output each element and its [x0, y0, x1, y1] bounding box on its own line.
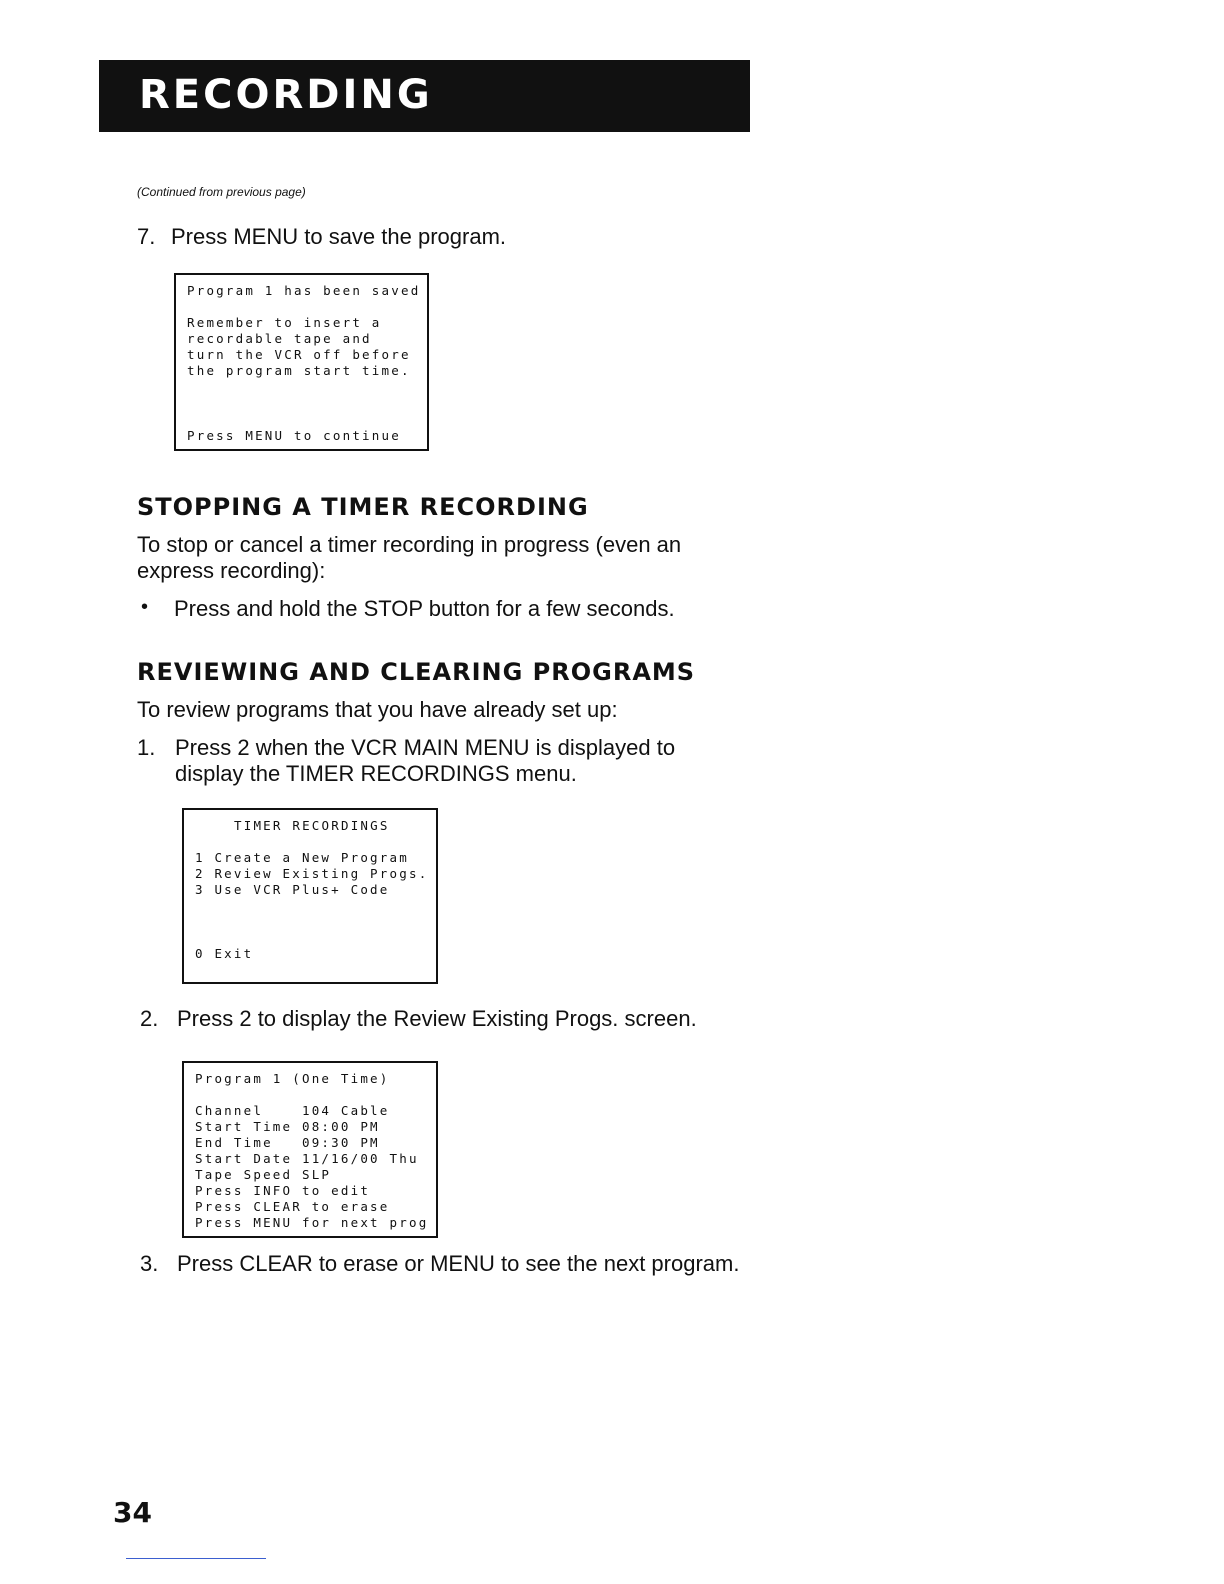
- step-1: [137, 735, 757, 789]
- continued-note: (Continued from previous page): [137, 185, 306, 199]
- reviewing-heading: REVIEWING AND CLEARING PROGRAMS: [137, 658, 696, 686]
- screen-line: recordable tape and: [187, 331, 372, 346]
- menu-item: 2 Review Existing Progs.: [195, 866, 429, 881]
- stopping-bullet: Press and hold the STOP button for a few seconds.: [174, 596, 675, 621]
- bullet-icon: •: [141, 596, 149, 618]
- menu-item: 1 Create a New Program: [195, 850, 409, 865]
- screen-line: Press MENU for next prog: [195, 1215, 429, 1230]
- step-number: 2.: [140, 1006, 159, 1031]
- banner-title: RECORDING: [139, 72, 433, 118]
- reviewing-intro: To review programs that you have already set up:: [137, 697, 618, 722]
- stopping-heading: STOPPING A TIMER RECORDING: [137, 493, 589, 521]
- screen-line: Start Time 08:00 PM: [195, 1119, 380, 1134]
- review-existing-screen: [182, 1061, 438, 1238]
- screen-line: Program 1 (One Time): [195, 1071, 390, 1086]
- step-text-line2: display the TIMER RECORDINGS menu.: [175, 761, 577, 786]
- step-text: Press 2 to display the Review Existing Progs. screen.: [177, 1006, 697, 1031]
- screen-line: Press MENU to continue: [187, 428, 401, 443]
- program-saved-screen: [174, 273, 429, 451]
- screen-line: End Time 09:30 PM: [195, 1135, 380, 1150]
- page-number: 34: [113, 1496, 152, 1529]
- step-3: [140, 1251, 780, 1279]
- step-number: 1.: [137, 735, 156, 760]
- screen-line: Remember to insert a: [187, 315, 382, 330]
- step-number: 3.: [140, 1251, 159, 1276]
- screen-line: the program start time.: [187, 363, 411, 378]
- stopping-intro-line2: express recording):: [137, 558, 326, 583]
- screen-line: turn the VCR off before: [187, 347, 411, 362]
- screen-title: TIMER RECORDINGS: [234, 818, 390, 833]
- footer-divider: [126, 1558, 266, 1559]
- screen-line: Start Date 11/16/00 Thu: [195, 1151, 419, 1166]
- menu-item: 3 Use VCR Plus+ Code: [195, 882, 390, 897]
- step-text-line1: Press 2 when the VCR MAIN MENU is displayed to: [175, 735, 676, 760]
- step-number: 7.: [137, 224, 156, 249]
- screen-line: Press CLEAR to erase: [195, 1199, 390, 1214]
- step-2: [140, 1006, 760, 1034]
- screen-line: Tape Speed SLP: [195, 1167, 332, 1182]
- screen-line: Channel 104 Cable: [195, 1103, 390, 1118]
- step-text: Press MENU to save the program.: [171, 224, 507, 249]
- step-text: Press CLEAR to erase or MENU to see the next program.: [177, 1251, 740, 1276]
- stopping-intro-line1: To stop or cancel a timer recording in progress (even an: [137, 532, 682, 557]
- menu-exit: 0 Exit: [195, 946, 254, 961]
- step-7: [137, 224, 757, 252]
- section-banner: [99, 60, 750, 132]
- timer-recordings-screen: [182, 808, 438, 984]
- screen-line: Press INFO to edit: [195, 1183, 371, 1198]
- screen-line: Program 1 has been saved: [187, 283, 421, 298]
